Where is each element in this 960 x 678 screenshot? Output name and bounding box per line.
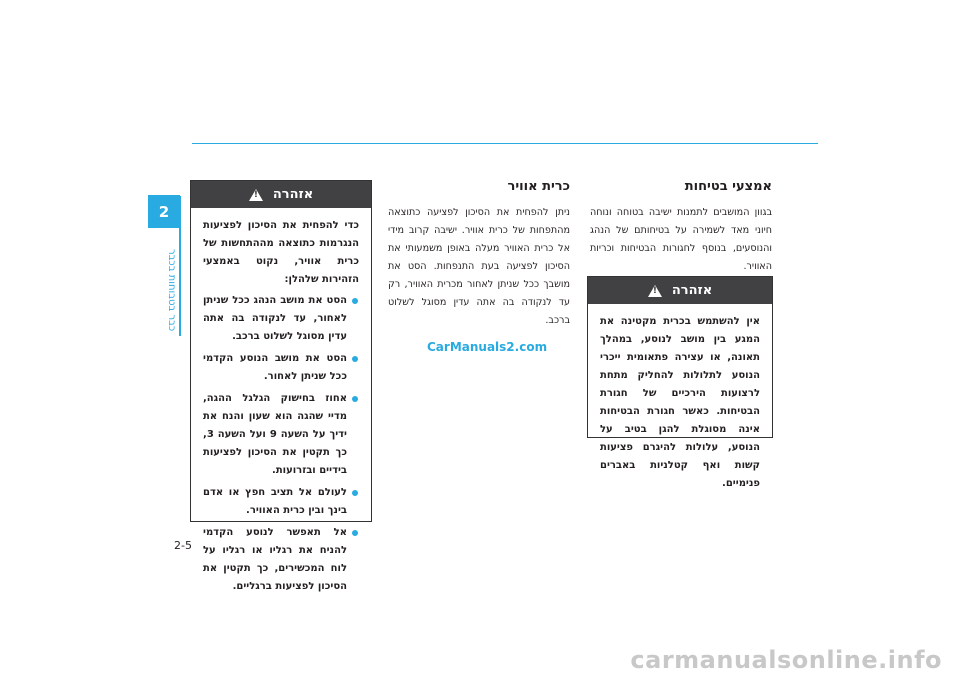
footer-watermark: carmanualsonline.info [630,646,942,674]
section-title-safety: אמצעי בטיחות [684,179,772,194]
bullet-item: הסט את מושב הנהג ככל שניתן לאחור, עד לנקודה בה אתה עדין מסוגל לשלוט ברכב. [203,292,359,346]
page-number: 2-5 [174,539,192,552]
warning-paragraph: אין להשתמש בכרית מקטינה את המגע בין מושב לנוסע, במהלך תאונה, או עצירה פתאומית ייכרי הנוסע לתלולות להחליק מתחת לרצועות הירכיים של חגורת הבטיחות. כאשר חגורת הבטיחות אינה מסוגלת להגן בטיב על הנוסע, עלולות להיגרם פציעות קשות ואף קטלניות באברים פנימיים. [600,316,760,489]
chapter-tab-line [179,196,181,336]
chapter-tab: 2 [148,195,180,228]
safety-paragraph: בגוון המושבים לתמנות ישיבה בטוחה ונוחה חיוני מאד לשמירה על בטיחותם של הנהג והנוסעים, בנוסף לחגורות הבטיחות וכריות האוויר. [590,207,772,272]
left-warning-header [191,181,371,208]
bullet-item: לעולם אל תציב חפץ או אדם בינך ובין כרית האוויר. [203,484,359,520]
right-warning-header [588,277,772,304]
right-warning-box [587,276,773,489]
section-title-airbag: כרית אוויר [507,179,570,194]
left-warning-box [190,180,372,592]
left-warning-body [191,208,371,608]
right-warning-body [588,304,772,504]
warning-title: אזהרה [671,283,713,298]
chapter-label: כבר בטבוחות בכבר [166,248,177,332]
right-column [590,178,772,276]
warning-triangle-icon [249,189,263,201]
bullet-item: הסט את מושב הנוסע הקדמי ככל שניתן לאחור. [203,350,359,386]
warning-triangle-icon [648,285,662,297]
airbag-paragraph: ניתן להפחית את הסיכון לפציעה כתוצאה מהתפחות של כרית אוויר. ישיבה קרוב מידי אל כרית האוויר מעלה באופן משמעותי את הסיכון לפציעה בעת התנפחות. הסט את מושבך ככל שניתן לאחור מכרית האוויר, רק עד לנקודה בה אתה עדין מסוגל לשלוט ברכב. [388,207,570,326]
bullet-item: אחוז בחישוק הגלגל ההגה, מדיי שהגה הוא שעון והנח את ידיך על השעה 9 ועל השעה 3, כך תקטין את הסיכון לפציעות בידיים ובזרועות. [203,390,359,480]
warning-bullet-list [203,292,359,596]
warning-intro: כדי להפחית את הסיכון לפציעות הנגרמות כתוצאה מההתחשות של כרית אוויר, נקוט באמצעי הזהירות שלהלן: [203,220,359,285]
bullet-item: אל תאפשר לנוסע הקדמי להניח את רגליו או רגליו על לוח המכשירים, כך תקטין את הסיכון לפציעות ברגליים. [203,524,359,596]
top-rule [192,143,818,144]
middle-column [388,178,570,330]
site-watermark: CarManuals2.com [427,340,548,354]
warning-title: אזהרה [272,187,314,202]
